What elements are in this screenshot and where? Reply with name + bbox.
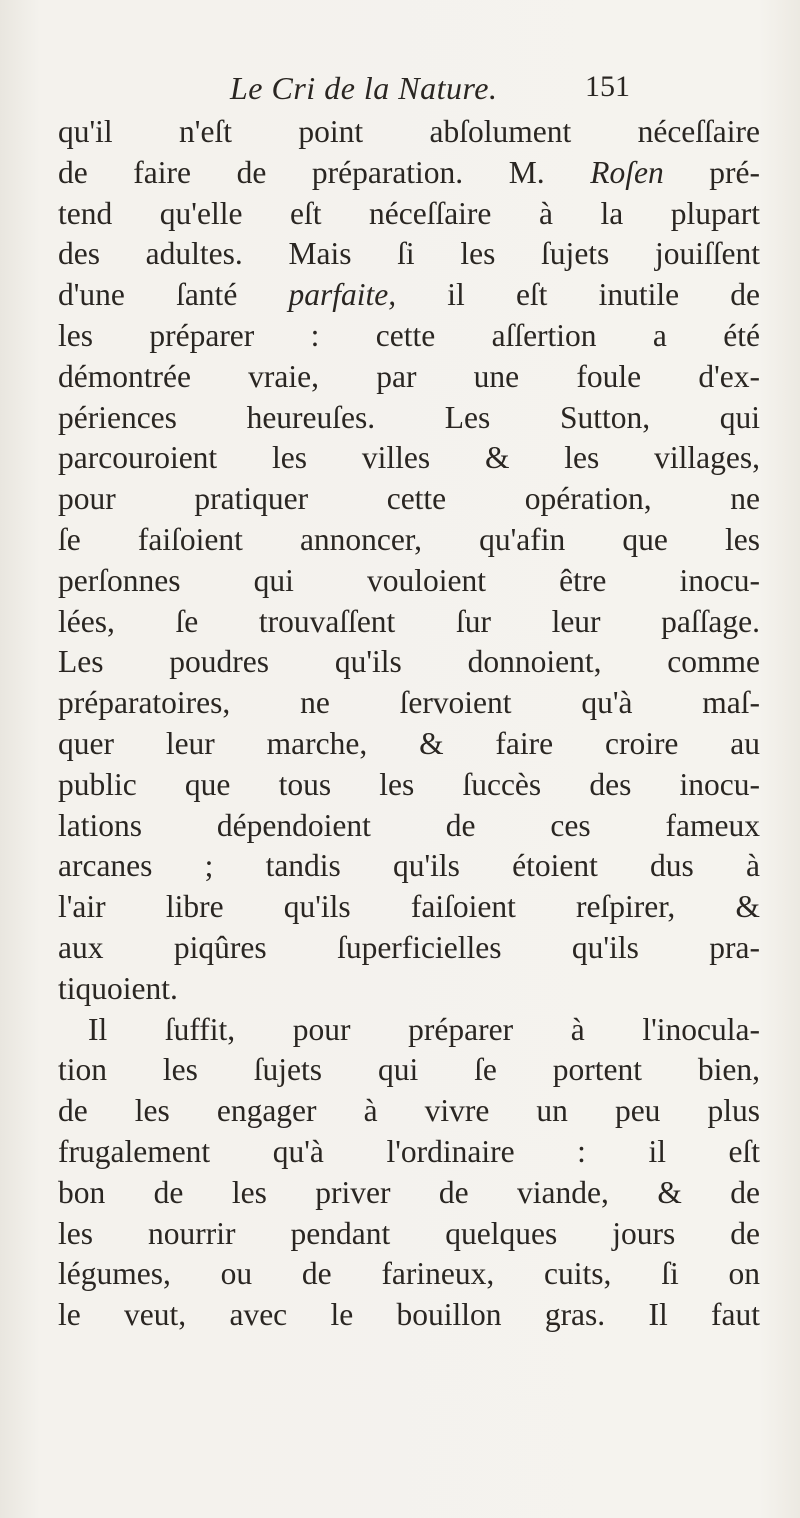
- text-line: qu'il n'eſt point abſolument néceſſaire: [58, 114, 760, 149]
- text-line: préparatoires, ne ſervoient qu'à maſ-: [58, 685, 760, 721]
- text-line: d'une ſanté parfaite, il eſt inutile de: [58, 277, 760, 313]
- text-line: des adultes. Mais ſi les ſujets jouiſſent: [58, 236, 760, 272]
- page-header: [230, 70, 630, 110]
- text-line: lations dépendoient de ces fameux: [58, 807, 760, 843]
- text-line: perſonnes qui vouloient être inocu-: [58, 562, 760, 598]
- text-line: démontrée vraie, par une foule d'ex-: [58, 358, 760, 394]
- text-line: Les poudres qu'ils donnoient, comme: [58, 644, 760, 680]
- text-line: tion les ſujets qui ſe portent bien,: [58, 1052, 760, 1088]
- text-line: public que tous les ſuccès des inocu-: [58, 766, 760, 802]
- text-line: Il ſuffit, pour préparer à l'inocula-: [88, 1011, 760, 1047]
- text-line: bon de les priver de viande, & de: [58, 1174, 760, 1210]
- page-number: 151: [585, 70, 630, 103]
- text-line: tiquoient.: [58, 970, 178, 1006]
- running-title: Le Cri de la Nature.: [230, 70, 498, 106]
- text-line: de les engager à vivre un peu plus: [58, 1093, 760, 1129]
- text-line: l'air libre qu'ils faiſoient reſpirer, &: [58, 889, 760, 925]
- body-text: [58, 112, 760, 1336]
- text-line: tend qu'elle eſt néceſſaire à la plupart: [58, 195, 760, 231]
- italic-word: Roſen: [590, 154, 664, 190]
- text-line: frugalement qu'à l'ordinaire : il eſt: [58, 1133, 760, 1169]
- text-line: légumes, ou de farineux, cuits, ſi on: [58, 1256, 760, 1292]
- text-line: ſe faiſoient annoncer, qu'afin que les: [58, 521, 760, 557]
- text-line: périences heureuſes. Les Sutton, qui: [58, 399, 760, 435]
- text-line: les préparer : cette aſſertion a été: [58, 317, 760, 353]
- text-line: le veut, avec le bouillon gras. Il faut: [58, 1297, 760, 1333]
- italic-word: parfaite,: [288, 277, 397, 313]
- text-line: aux piqûres ſuperficielles qu'ils pra-: [58, 929, 760, 965]
- text-line: pour pratiquer cette opération, ne: [58, 481, 760, 517]
- text-line: parcouroient les villes & les villages,: [58, 440, 760, 476]
- text-line: les nourrir pendant quelques jours de: [58, 1215, 760, 1251]
- text-line: lées, ſe trouvaſſent ſur leur paſſage.: [58, 603, 760, 639]
- text-line: de faire de préparation. M. Roſen pré-: [58, 154, 760, 190]
- text-line: quer leur marche, & faire croire au: [58, 725, 760, 761]
- text-line: arcanes ; tandis qu'ils étoient dus à: [58, 848, 760, 884]
